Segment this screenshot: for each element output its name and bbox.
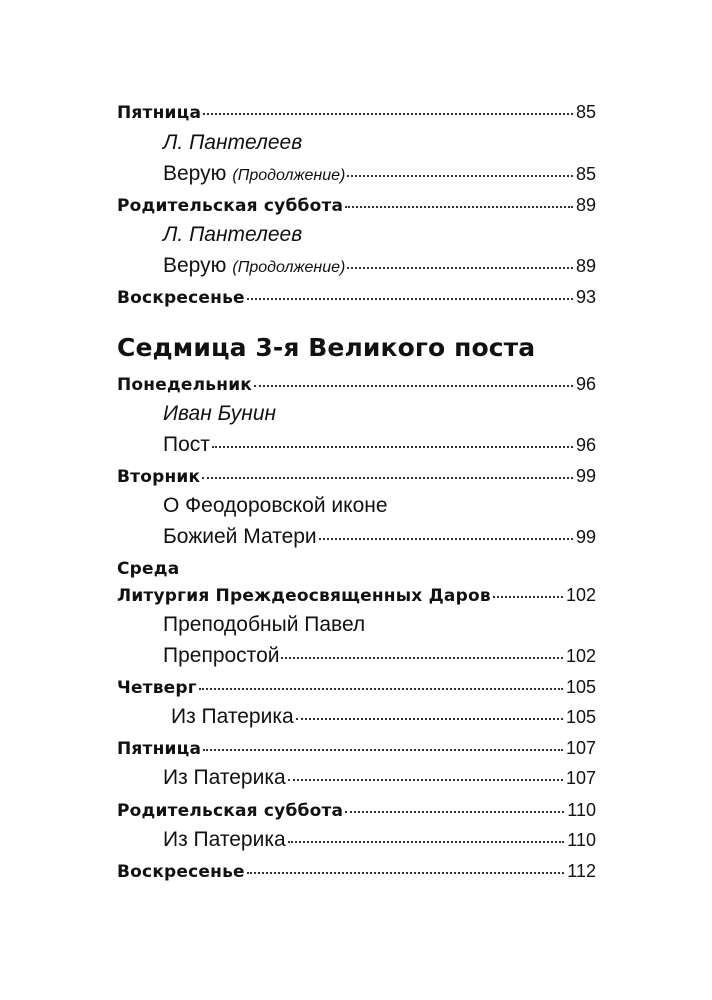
dot-leader (281, 657, 562, 659)
toc-entry-monday (117, 374, 596, 395)
toc-entry-friday (117, 738, 596, 759)
dot-leader (347, 267, 573, 269)
page-number: 110 (567, 830, 596, 850)
page-number: 96 (575, 435, 596, 455)
work-note: (Продолжение) (232, 259, 346, 276)
page-number: 110 (567, 800, 596, 820)
page-number: 96 (575, 374, 596, 394)
work-title: Препростой (163, 644, 280, 667)
toc-entry-work (163, 254, 596, 278)
page-number: 89 (575, 256, 596, 276)
entry-label: Родительская суббота (117, 801, 344, 821)
toc-author (163, 223, 302, 247)
dot-leader (202, 477, 573, 479)
work-note: (Продолжение) (232, 167, 346, 184)
toc-author (163, 402, 276, 426)
toc-entry-work (163, 828, 596, 852)
entry-label: Пятница (117, 739, 202, 759)
work-title: Из Патерика (163, 766, 286, 789)
page-number: 102 (565, 585, 596, 605)
toc-entry-work (163, 644, 596, 668)
toc-entry-thursday (117, 677, 596, 698)
toc-entry-tuesday (117, 466, 596, 487)
entry-label: Четверг (117, 678, 197, 698)
toc-work-line (163, 494, 388, 518)
page-number: 99 (575, 527, 596, 547)
dot-leader (247, 298, 573, 300)
dot-leader (212, 446, 573, 448)
work-title: Верую (163, 254, 227, 277)
dot-leader (345, 206, 573, 208)
dot-leader (347, 175, 573, 177)
entry-label: Воскресенье (117, 288, 245, 308)
toc-entry-work (163, 162, 596, 186)
work-title: Преподобный Павел (163, 613, 366, 636)
dot-leader (296, 718, 563, 720)
entry-label: Среда (117, 559, 180, 579)
entry-label: Воскресенье (117, 862, 245, 882)
toc-entry-wednesday (117, 559, 179, 579)
work-title: Пост (163, 433, 210, 456)
dot-leader (493, 596, 563, 598)
author-name: Иван Бунин (163, 402, 277, 425)
dot-leader (254, 385, 573, 387)
toc-entry-saturday (117, 800, 596, 821)
toc-entry-friday (117, 102, 596, 123)
toc-entry-sunday (117, 287, 596, 308)
entry-label: Родительская суббота (117, 196, 344, 216)
dot-leader (247, 872, 565, 874)
toc-entry-work (171, 705, 596, 729)
work-title: О Феодоровской иконе (163, 494, 388, 517)
toc-entry-work (163, 766, 596, 790)
toc-author (163, 131, 302, 155)
page-number: 107 (565, 738, 596, 758)
dot-leader (345, 811, 564, 813)
page-number: 102 (565, 646, 596, 666)
work-title: Верую (163, 162, 227, 185)
page-number: 107 (565, 768, 596, 788)
page-number: 112 (567, 861, 596, 881)
author-name: Л. Пантелеев (163, 131, 303, 154)
page-number: 89 (575, 195, 596, 215)
dot-leader (288, 841, 565, 843)
toc-entry-work (163, 433, 596, 457)
entry-label: Литургия Преждеосвященных Даров (117, 586, 491, 606)
author-name: Л. Пантелеев (163, 223, 303, 246)
toc-work-line (163, 613, 365, 637)
page-number: 85 (575, 164, 596, 184)
page-number: 85 (575, 102, 596, 122)
page-number: 99 (575, 466, 596, 486)
dot-leader (319, 538, 573, 540)
toc-entry-sunday (117, 861, 596, 882)
dot-leader (199, 688, 563, 690)
dot-leader (203, 113, 573, 115)
work-title: Из Патерика (163, 828, 286, 851)
dot-leader (203, 749, 563, 751)
section-heading: Седмица 3-я Великого поста (117, 333, 536, 362)
work-title: Из Патерика (171, 705, 294, 728)
entry-label: Вторник (117, 467, 201, 487)
page-number: 105 (565, 677, 596, 697)
page-number: 93 (575, 287, 596, 307)
entry-label: Понедельник (117, 375, 253, 395)
dot-leader (288, 779, 563, 781)
toc-entry-work (163, 525, 596, 549)
toc-entry-saturday (117, 195, 596, 216)
page-number: 105 (565, 707, 596, 727)
toc-entry-liturgy (117, 585, 596, 606)
work-title: Божией Матери (163, 525, 317, 548)
entry-label: Пятница (117, 103, 202, 123)
